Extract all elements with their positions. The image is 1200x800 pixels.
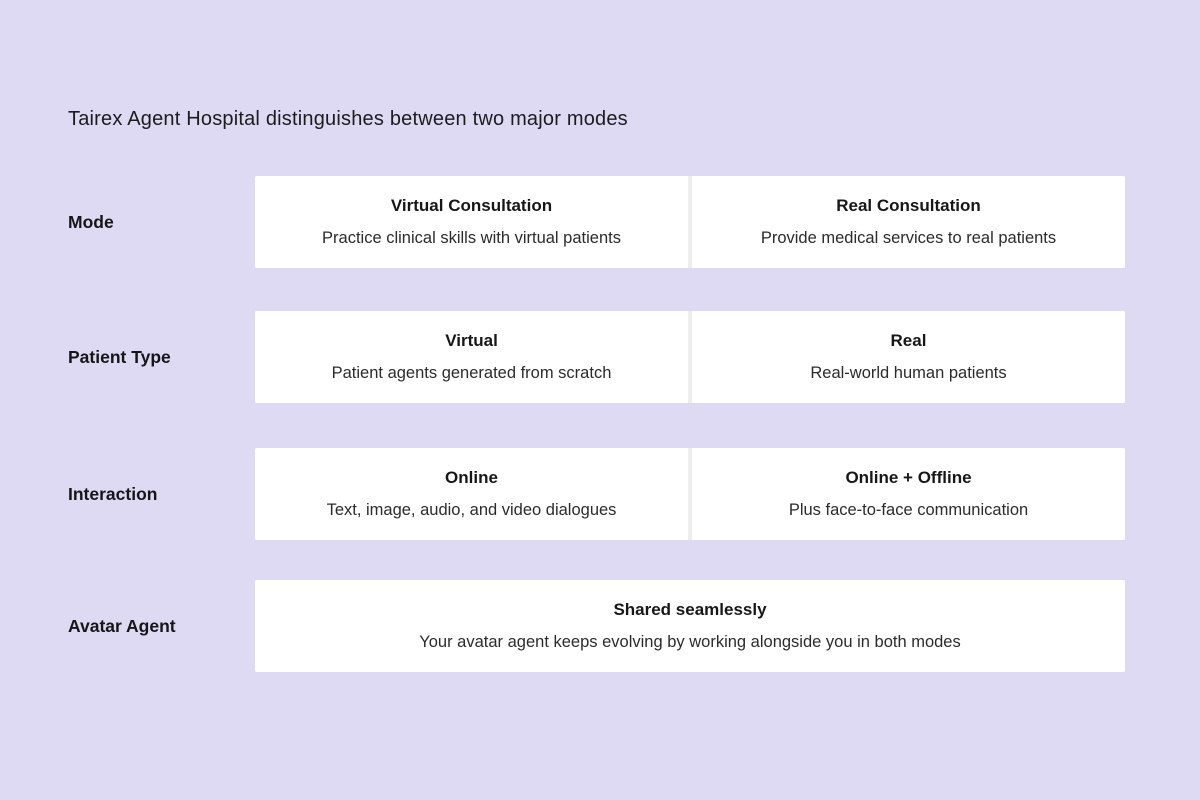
row-label-avatar-agent: Avatar Agent (68, 615, 176, 636)
comparison-table (0, 176, 1200, 715)
table-row-interaction (0, 448, 1200, 540)
cell-real-patient (692, 311, 1125, 403)
cell-real-consultation (692, 176, 1125, 268)
row-cards (255, 176, 1125, 268)
table-row-avatar-agent (0, 580, 1200, 672)
row-cards (255, 311, 1125, 403)
cell-description: Practice clinical skills with virtual patients (322, 229, 621, 247)
cell-heading: Shared seamlessly (613, 600, 767, 619)
cell-online-offline-interaction (692, 448, 1125, 540)
cell-shared-avatar (255, 580, 1125, 672)
table-row-mode (0, 176, 1200, 268)
cell-heading: Real Consultation (836, 196, 981, 215)
row-cards (255, 580, 1125, 672)
cell-description: Text, image, audio, and video dialogues (326, 501, 617, 519)
row-label-interaction: Interaction (68, 483, 158, 504)
cell-virtual-consultation (255, 176, 688, 268)
table-row-patient-type (0, 311, 1200, 403)
row-label-mode: Mode (68, 211, 114, 232)
cell-heading: Virtual (445, 331, 498, 350)
cell-description: Provide medical services to real patients (760, 229, 1057, 247)
cell-heading: Online (445, 468, 498, 487)
cell-description: Plus face-to-face communication (788, 501, 1029, 519)
cell-description: Your avatar agent keeps evolving by working alongside you in both modes (419, 633, 961, 651)
row-cards (255, 448, 1125, 540)
cell-heading: Online + Offline (845, 468, 972, 487)
cell-online-interaction (255, 448, 688, 540)
page-title: Tairex Agent Hospital distinguishes between two major modes (68, 108, 628, 130)
cell-heading: Real (890, 331, 927, 350)
row-label-patient-type: Patient Type (68, 346, 171, 367)
cell-description: Patient agents generated from scratch (331, 364, 612, 382)
cell-virtual-patient (255, 311, 688, 403)
cell-heading: Virtual Consultation (390, 196, 553, 215)
cell-description: Real-world human patients (810, 364, 1007, 382)
